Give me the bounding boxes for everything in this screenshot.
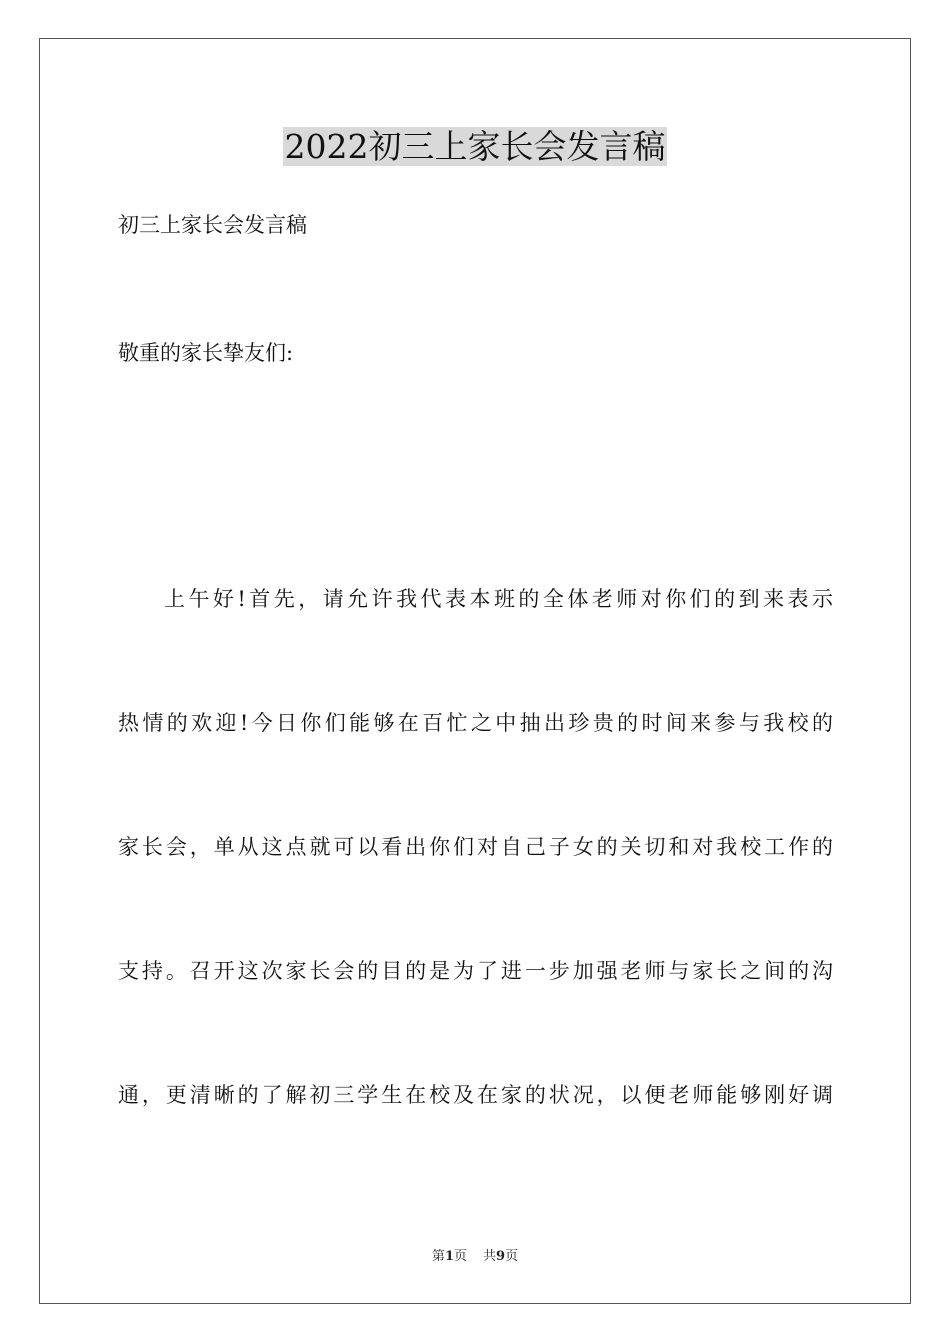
body-line-3: 家长会，单从这点就可以看出你们对自己子女的关切和对我校工作的 <box>118 835 833 859</box>
total-pages: 9 <box>496 1249 506 1264</box>
total-prefix: 共 <box>483 1249 497 1264</box>
document-title-text: 2022初三上家长会发言稿 <box>284 127 666 166</box>
page-prefix: 第 <box>431 1249 445 1264</box>
body-line-2: 热情的欢迎!今日你们能够在百忙之中抽出珍贵的时间来参与我校的 <box>118 711 833 735</box>
page-footer <box>0 1248 950 1266</box>
total-suffix: 页 <box>505 1249 519 1264</box>
page-suffix: 页 <box>453 1249 467 1264</box>
page-number: 1 <box>444 1249 454 1264</box>
salutation: 敬重的家长挚友们: <box>118 341 294 365</box>
body-line-5: 通，更清晰的了解初三学生在校及在家的状况，以便老师能够刚好调 <box>118 1083 833 1107</box>
document-title <box>0 126 950 168</box>
document-subtitle: 初三上家长会发言稿 <box>118 213 307 237</box>
body-line-1: 上午好!首先，请允许我代表本班的全体老师对你们的到来表示 <box>164 587 833 611</box>
body-line-4: 支持。召开这次家长会的目的是为了进一步加强老师与家长之间的沟 <box>118 959 833 983</box>
